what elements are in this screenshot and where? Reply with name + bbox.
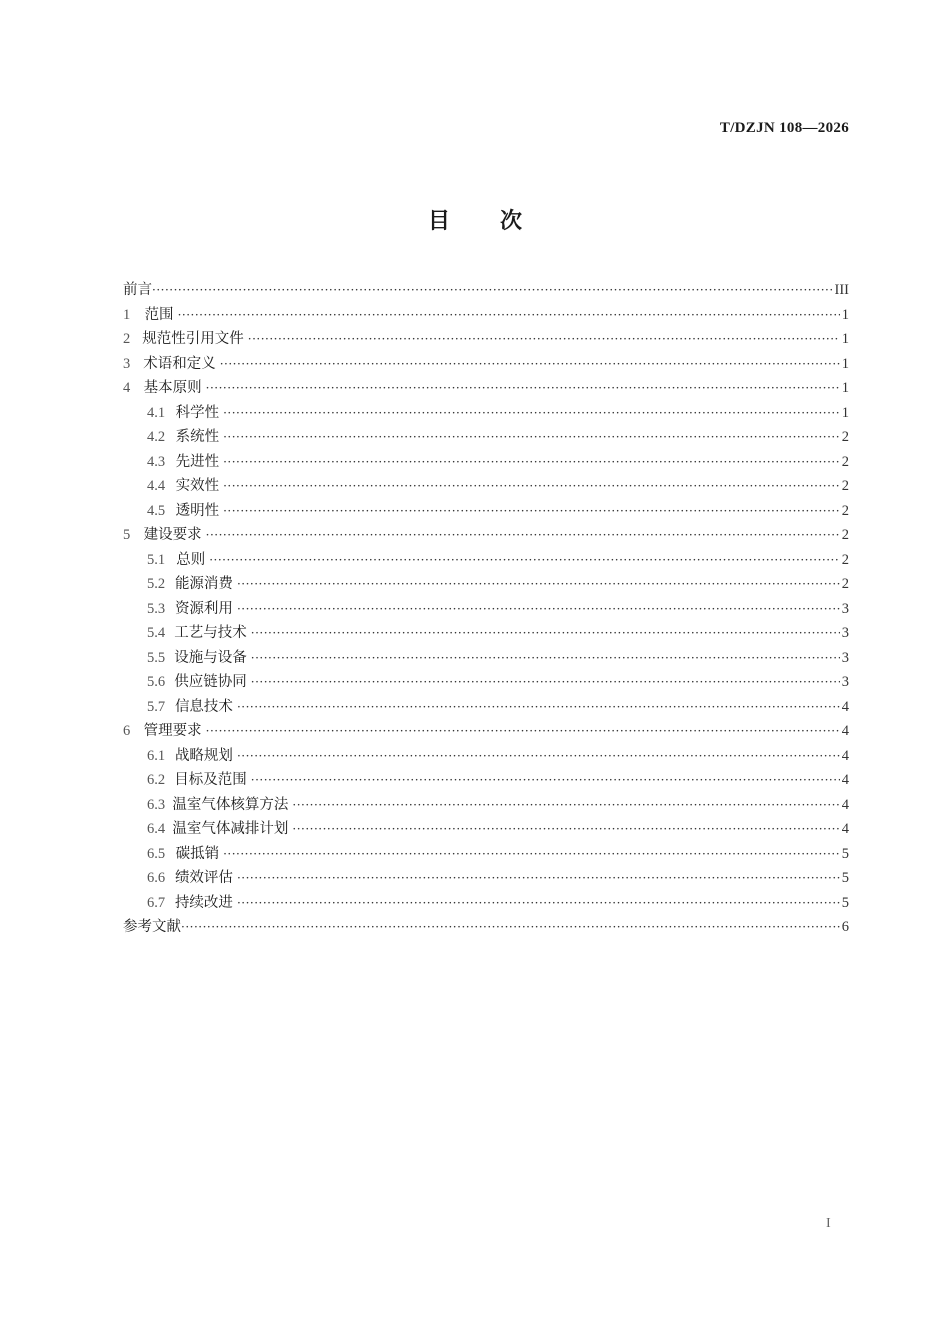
toc-entry-page: 4 <box>841 723 849 739</box>
toc-entry-number: 4.4 <box>147 478 166 494</box>
toc-entry-number: 6.1 <box>147 747 166 764</box>
toc-entry-label: 设施与设备 <box>174 649 247 666</box>
toc-entry-label: 参考文献 <box>123 919 181 935</box>
toc-leader-dots <box>237 891 840 916</box>
page-title: 目次 <box>427 209 572 234</box>
toc-entry-page: 3 <box>841 674 849 690</box>
toc-entry-page: 6 <box>841 919 849 935</box>
toc-entry-label: 能源消费 <box>174 576 233 592</box>
toc-entry-label: 目标及范围 <box>174 772 247 788</box>
toc-leader-dots <box>292 817 839 842</box>
toc-leader-dots <box>220 352 840 377</box>
toc-entry-page: 4 <box>841 796 849 813</box>
toc-entry[interactable] <box>123 695 849 720</box>
toc-leader-dots <box>223 842 840 867</box>
toc-leader-dots <box>237 866 840 891</box>
toc-entry-number: 4.1 <box>147 404 166 421</box>
toc-entry-page: 3 <box>841 649 849 666</box>
toc-entry-page: 2 <box>841 478 849 494</box>
toc-entry[interactable] <box>123 842 849 867</box>
toc-entry[interactable] <box>123 793 849 818</box>
toc-leader-dots <box>237 695 840 720</box>
toc-leader-dots <box>223 450 840 475</box>
toc-entry-number: 6.4 <box>147 821 166 837</box>
toc-leader-dots <box>206 523 840 548</box>
toc-entry[interactable] <box>123 425 849 450</box>
toc-entry-label: 实效性 <box>175 478 220 494</box>
toc-entry-label: 基本原则 <box>143 380 202 396</box>
toc-entry-label: 前言 <box>123 282 152 298</box>
toc-entry-label: 供应链协同 <box>174 674 247 690</box>
toc-entry[interactable] <box>123 915 849 940</box>
toc-entry-number: 6 <box>123 723 131 739</box>
toc-entry-label: 透明性 <box>175 502 220 519</box>
toc-entry[interactable] <box>123 891 849 916</box>
toc-entry-number: 5.3 <box>147 600 166 617</box>
toc-entry-label: 工艺与技术 <box>174 625 247 641</box>
toc-entry[interactable] <box>123 352 849 377</box>
toc-entry-page: 1 <box>841 355 849 372</box>
toc-entry[interactable] <box>123 866 849 891</box>
toc-entry-label: 温室气体核算方法 <box>172 796 289 813</box>
toc-entry[interactable] <box>123 572 849 597</box>
toc-entry[interactable] <box>123 401 849 426</box>
toc-entry-number: 1 <box>123 306 131 323</box>
toc-entry-page: 1 <box>841 380 849 396</box>
toc-entry[interactable] <box>123 523 849 548</box>
toc-entry[interactable] <box>123 474 849 499</box>
toc-entry-page: 2 <box>841 453 849 470</box>
toc-leader-dots <box>251 646 840 671</box>
toc-leader-dots <box>237 597 840 622</box>
toc-entry-number: 4 <box>123 380 131 396</box>
toc-entry[interactable] <box>123 303 849 328</box>
toc-entry-page: 5 <box>841 870 849 886</box>
toc-entry-label: 范围 <box>144 306 174 323</box>
toc-entry[interactable] <box>123 499 849 524</box>
toc-leader-dots <box>251 621 840 646</box>
toc-entry-label: 先进性 <box>175 453 220 470</box>
toc-entry-number: 5.2 <box>147 576 166 592</box>
toc-leader-dots <box>223 474 840 499</box>
toc-leader-dots <box>206 719 840 744</box>
toc-entry-page: III <box>834 282 849 298</box>
toc-entry-label: 战略规划 <box>174 747 233 764</box>
toc-entry-page: 1 <box>841 331 849 347</box>
toc-entry-number: 4.2 <box>147 429 166 445</box>
toc-entry-number: 5 <box>123 527 131 543</box>
toc-entry-page: 4 <box>841 821 849 837</box>
toc-entry-number: 6.5 <box>147 845 166 862</box>
toc-leader-dots <box>178 303 840 328</box>
document-code: T/DZJN 108—2026 <box>719 120 849 136</box>
toc-entry-page: 1 <box>841 306 849 323</box>
toc-entry-number: 6.7 <box>147 894 166 911</box>
toc-entry-page: 2 <box>841 551 849 568</box>
toc-entry-page: 4 <box>841 747 849 764</box>
toc-entry-page: 1 <box>841 404 849 421</box>
toc-entry-label: 碳抵销 <box>175 845 220 862</box>
toc-leader-dots <box>223 499 840 524</box>
toc-entry-page: 2 <box>841 502 849 519</box>
toc-entry-page: 4 <box>841 772 849 788</box>
toc-entry-label: 总则 <box>176 551 206 568</box>
toc-entry-label: 规范性引用文件 <box>142 331 244 347</box>
toc-entry-page: 2 <box>841 527 849 543</box>
toc-entry-number: 5.4 <box>147 625 166 641</box>
toc-leader-dots <box>209 548 840 573</box>
toc-entry-label: 系统性 <box>175 429 220 445</box>
toc-entry-label: 持续改进 <box>174 894 233 911</box>
toc-leader-dots <box>251 768 840 793</box>
toc-entry-label: 术语和定义 <box>143 355 216 372</box>
toc-entry-number: 5.6 <box>147 674 166 690</box>
toc-entry-number: 2 <box>123 331 131 347</box>
toc-entry-page: 2 <box>841 576 849 592</box>
toc-entry-label: 管理要求 <box>143 723 202 739</box>
toc-entry-page: 5 <box>841 894 849 911</box>
toc-entry[interactable] <box>123 817 849 842</box>
toc-entry-number: 6.2 <box>147 772 166 788</box>
toc-entry[interactable] <box>123 768 849 793</box>
toc-entry-number: 4.3 <box>147 453 166 470</box>
toc-leader-dots <box>237 572 840 597</box>
toc-entry-page: 3 <box>841 600 849 617</box>
toc-entry-label: 科学性 <box>175 404 220 421</box>
toc-leader-dots <box>248 327 840 352</box>
toc-entry[interactable] <box>123 670 849 695</box>
toc-entry[interactable] <box>123 621 849 646</box>
toc-entry-number: 4.5 <box>147 502 166 519</box>
toc-entry-page: 2 <box>841 429 849 445</box>
toc-entry-label: 温室气体减排计划 <box>172 821 289 837</box>
toc-entry-number: 5.1 <box>147 551 166 568</box>
toc-leader-dots <box>251 670 840 695</box>
toc-leader-dots <box>237 744 840 769</box>
toc-entry-number: 6.3 <box>147 796 166 813</box>
toc-entry[interactable] <box>123 719 849 744</box>
toc-entry[interactable] <box>123 548 849 573</box>
toc-entry-number: 5.7 <box>147 698 166 715</box>
toc-entry-label: 资源利用 <box>174 600 233 617</box>
page-number: I <box>826 1216 831 1231</box>
toc-entry-number: 5.5 <box>147 649 166 666</box>
toc-entry[interactable] <box>123 376 849 401</box>
toc-leader-dots <box>152 278 833 303</box>
toc-entry-label: 绩效评估 <box>174 870 233 886</box>
toc-entry-page: 5 <box>841 845 849 862</box>
toc-entry[interactable] <box>123 450 849 475</box>
toc-leader-dots <box>223 401 840 426</box>
toc-entry-label: 信息技术 <box>174 698 233 715</box>
toc-leader-dots <box>181 915 840 940</box>
toc-entry-page: 4 <box>841 698 849 715</box>
toc-entry-page: 3 <box>841 625 849 641</box>
toc-leader-dots <box>223 425 840 450</box>
toc-entry-label: 建设要求 <box>143 527 202 543</box>
table-of-contents <box>123 278 849 940</box>
toc-entry-number: 6.6 <box>147 870 166 886</box>
toc-entry[interactable] <box>123 278 849 303</box>
toc-entry[interactable] <box>123 327 849 352</box>
toc-entry[interactable] <box>123 597 849 622</box>
toc-entry[interactable] <box>123 744 849 769</box>
toc-leader-dots <box>206 376 840 401</box>
toc-leader-dots <box>292 793 839 818</box>
toc-entry-number: 3 <box>123 355 131 372</box>
toc-entry[interactable] <box>123 646 849 671</box>
